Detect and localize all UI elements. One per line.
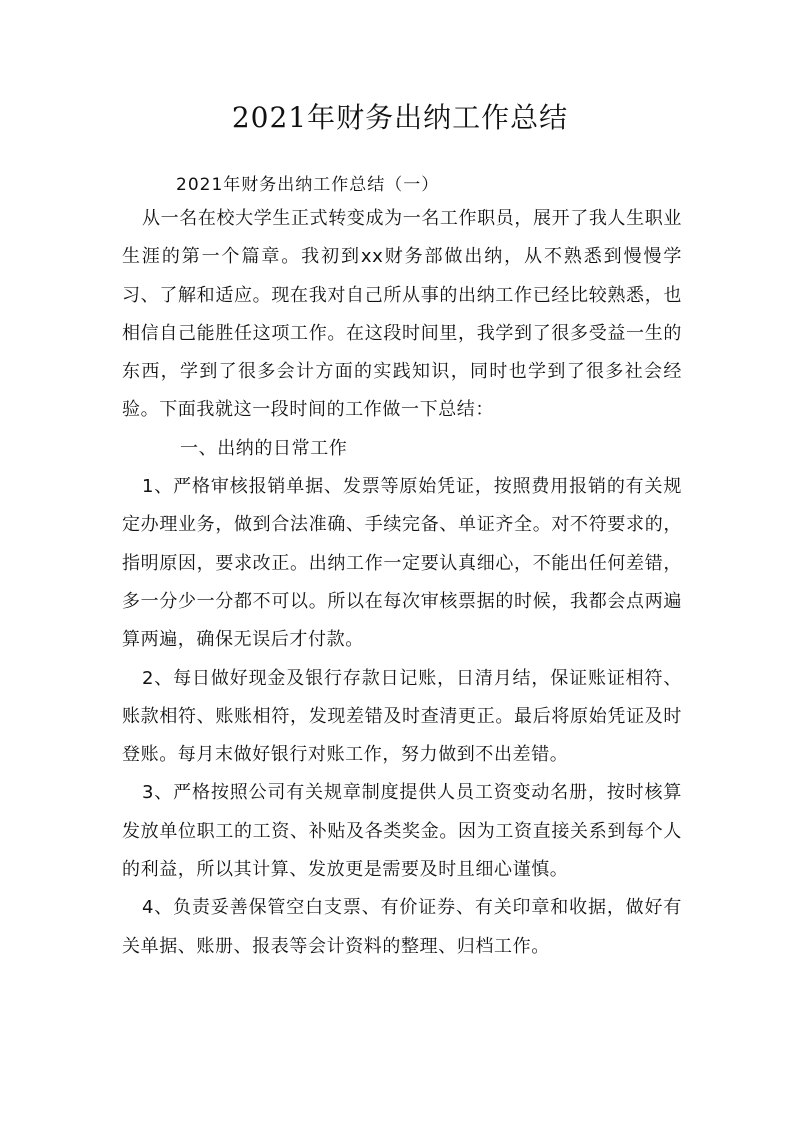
paragraph-item-1: 1、严格审核报销单据、发票等原始凭证，按照费用报销的有关规定办理业务，做到合法准确、手续完备、单证齐全。对不符要求的，指明原因，要求改正。出纳工作一定要认真细心，不能出任何差错，多一分少一分都不可以。所以在每次审核票据的时候，我都会点两遍算两遍，确保无误后才付款。	[122, 476, 682, 651]
paragraph-item-3: 3、严格按照公司有关规章制度提供人员工资变动名册，按时核算发放单位职工的工资、补贴及各类奖金。因为工资直接关系到每个人的利益，所以其计算、发放更是需要及时且细心谨慎。	[122, 782, 682, 881]
paragraph-item-2: 2、每日做好现金及银行存款日记账，日清月结，保证账证相符、账款相符、账账相符，发现差错及时查清更正。最后将原始凭证及时登账。每月末做好银行对账工作，努力做到不出差错。	[122, 667, 682, 766]
document-subtitle: 2021年财务出纳工作总结（一）	[176, 175, 440, 195]
paragraph-item-4: 4、负责妥善保管空白支票、有价证券、有关印章和收据，做好有关单据、账册、报表等会计资料的整理、归档工作。	[122, 897, 682, 957]
document-body	[122, 200, 682, 966]
section-heading-daily-work: 一、出纳的日常工作	[180, 437, 348, 459]
paragraph-intro: 从一名在校大学生正式转变成为一名工作职员，展开了我人生职业生涯的第一个篇章。我初到xx财务部做出纳，从不熟悉到慢慢学习、了解和适应。现在我对自己所从事的出纳工作已经比较熟悉，也相信自己能胜任这项工作。在这段时间里，我学到了很多受益一生的东西，学到了很多会计方面的实践知识，同时也学到了很多社会经验。下面我就这一段时间的工作做一下总结：	[122, 208, 682, 421]
document-title: 2021年财务出纳工作总结	[231, 101, 569, 134]
